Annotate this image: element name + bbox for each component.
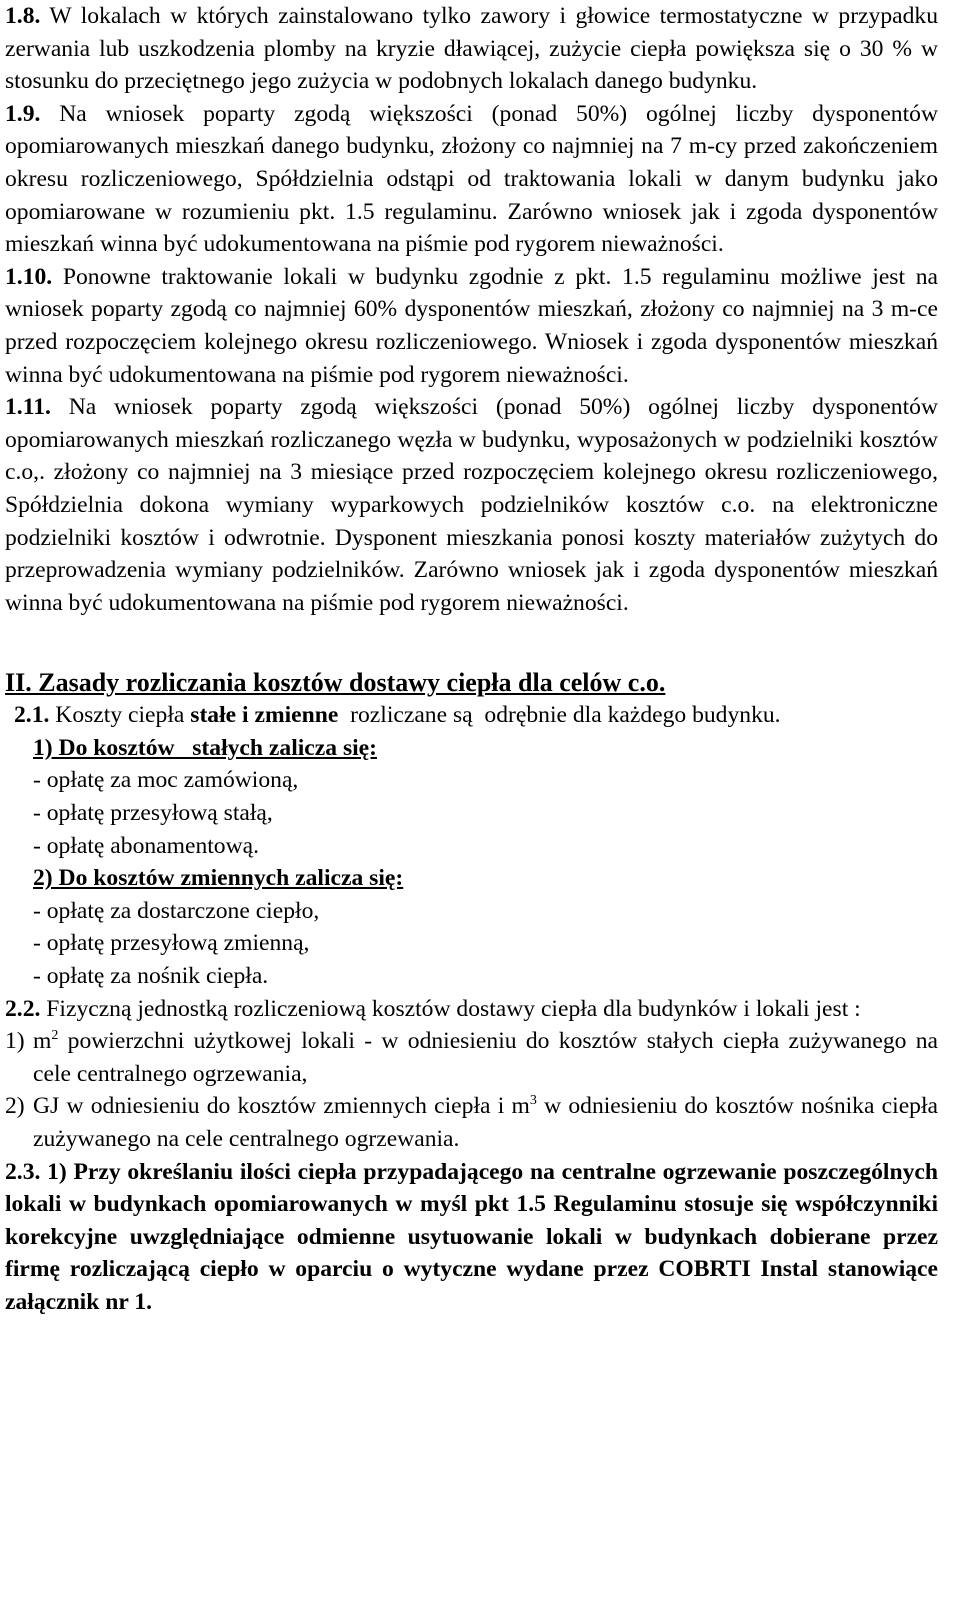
paragraph-text: Na wniosek poparty zgodą większości (ponad 50%) ogólnej liczby dysponentów opomiarowanych mieszkań danego budynku, złożony co najmniej na 7 m-cy przed zakończeniem okresu rozliczeniowego, Spółdzielnia odstąpi od traktowania lokali w danym budynku jako opomiarowane w rozumieniu pkt. 1.5 regulaminu. Zarówno wniosek jak i zgoda dysponentów mieszkań winna być udokumentowana na piśmie pod rygorem nieważności. (5, 100, 938, 258)
paragraph-text: 1) Przy określaniu ilości ciepła przypadającego na centralne ogrzewanie poszczególnych lokali w budynkach opomiarowanych w myśl pkt 1.5 Regulaminu stosuje się współczynniki korekcyjne uwzględniające odmienne usytuowanie lokali w budynkach dobierane przez firmę rozliczającą ciepło w oparciu o wytyczne wydane przez COBRTI Instal stanowiące załącznik nr 1. (5, 1158, 938, 1315)
list-text-post: powierzchni użytkowej lokali - w odniesieniu do kosztów stałych ciepła zużywanego na cele centralnego ogrzewania, (33, 1028, 938, 1087)
paragraph-number: 1.8. (5, 3, 41, 29)
paragraph-number: 2.1. (14, 702, 50, 729)
paragraph-text: Na wniosek poparty zgodą większości (ponad 50%) ogólnej liczby dysponentów opomiarowanych mieszkań rozliczanego węzła w budynku, wyposażonych w podzielniki kosztów c.o,. złożony co najmniej na 3 miesiące przed rozpoczęciem kolejnego okresu rozliczeniowego, Spółdzielnia dokona wymiany wyparkowych podzielników kosztów c.o. na elektroniczne podzielniki kosztów i odwrotnie. Dysponent mieszkania ponosi koszty materiałów zużytych do przeprowadzenia wymiany podzielników. Zarówno wniosek jak i zgoda dysponentów mieszkań winna być udokumentowana na piśmie pod rygorem nieważności. (5, 394, 938, 616)
fixed-cost-item: - opłatę przesyłową stałą, (33, 800, 273, 827)
list-text-post: w odniesieniu do kosztów nośnika ciepła zużywanego na cele centralnego ogrzewania. (33, 1093, 939, 1152)
paragraph-1-8 (5, 0, 938, 98)
list-text-pre: GJ w odniesieniu do kosztów zmiennych ciepła i m (33, 1093, 530, 1120)
variable-cost-item: - opłatę za nośnik ciepła. (33, 963, 269, 990)
section-heading: II. Zasady rozliczania kosztów dostawy ciepła dla celów c.o. (5, 668, 666, 698)
unit-list-item (5, 1025, 938, 1090)
list-text (33, 1025, 938, 1090)
list-number: 2) (5, 1093, 25, 1120)
superscript: 2 (51, 1028, 59, 1044)
paragraph-text-post: rozliczane są odrębnie dla każdego budynku. (338, 702, 781, 729)
list-text-pre: m (33, 1028, 52, 1055)
paragraph-text: Fizyczną jednostką rozliczeniową kosztów dostawy ciepła dla budynków i lokali jest : (40, 995, 861, 1022)
paragraph-number: 1.9. (5, 100, 41, 127)
paragraph-text: Ponowne traktowanie lokali w budynku zgodnie z pkt. 1.5 regulaminu możliwe jest na wniosek poparty zgodą co najmniej 60% dysponentów mieszkań, złożony co najmniej na 3 m-ce przed rozpoczęciem kolejnego okresu rozliczeniowego. Wniosek i zgoda dysponentów mieszkań winna być udokumentowana na piśmie pod rygorem nieważności. (5, 263, 938, 388)
paragraph-number: 2.3. (5, 1158, 41, 1185)
variable-cost-item: - opłatę przesyłową zmienną, (33, 930, 310, 957)
variable-cost-item: - opłatę za dostarczone ciepło, (33, 897, 320, 924)
paragraph-1-11 (5, 391, 938, 619)
list-number: 1) (5, 1028, 25, 1055)
paragraph-2-2 (5, 993, 938, 1026)
paragraph-number: 1.11. (5, 394, 51, 421)
section-2-body (5, 699, 938, 1318)
variable-costs-heading: 2) Do kosztów zmiennych zalicza się: (33, 865, 404, 892)
fixed-cost-item: - opłatę abonamentową. (33, 832, 260, 859)
unit-list-item (5, 1090, 938, 1155)
paragraph-number: 1.10. (5, 263, 53, 290)
superscript: 3 (529, 1093, 537, 1109)
list-text (33, 1090, 938, 1155)
paragraph-1-10 (5, 261, 938, 391)
paragraph-1-9 (5, 98, 938, 261)
paragraph-text-bold: stałe i zmienne (190, 702, 339, 729)
fixed-cost-item: - opłatę za moc zamówioną, (33, 767, 299, 794)
paragraph-text-pre: Koszty ciepła (49, 702, 191, 729)
paragraph-number: 2.2. (5, 995, 41, 1022)
paragraph-2-3 (5, 1156, 938, 1319)
fixed-costs-heading: 1) Do kosztów stałych zalicza się: (33, 734, 378, 761)
paragraph-text: W lokalach w których zainstalowano tylko zawory i głowice termostatyczne w przypadku zerwania lub uszkodzenia plomby na kryzie dławiącej, zużycie ciepła powiększa się o 30 % w stosunku do przeciętnego jego zużycia w podobnych lokalach danego budynku. (5, 3, 938, 95)
paragraph-2-1 (5, 699, 938, 732)
